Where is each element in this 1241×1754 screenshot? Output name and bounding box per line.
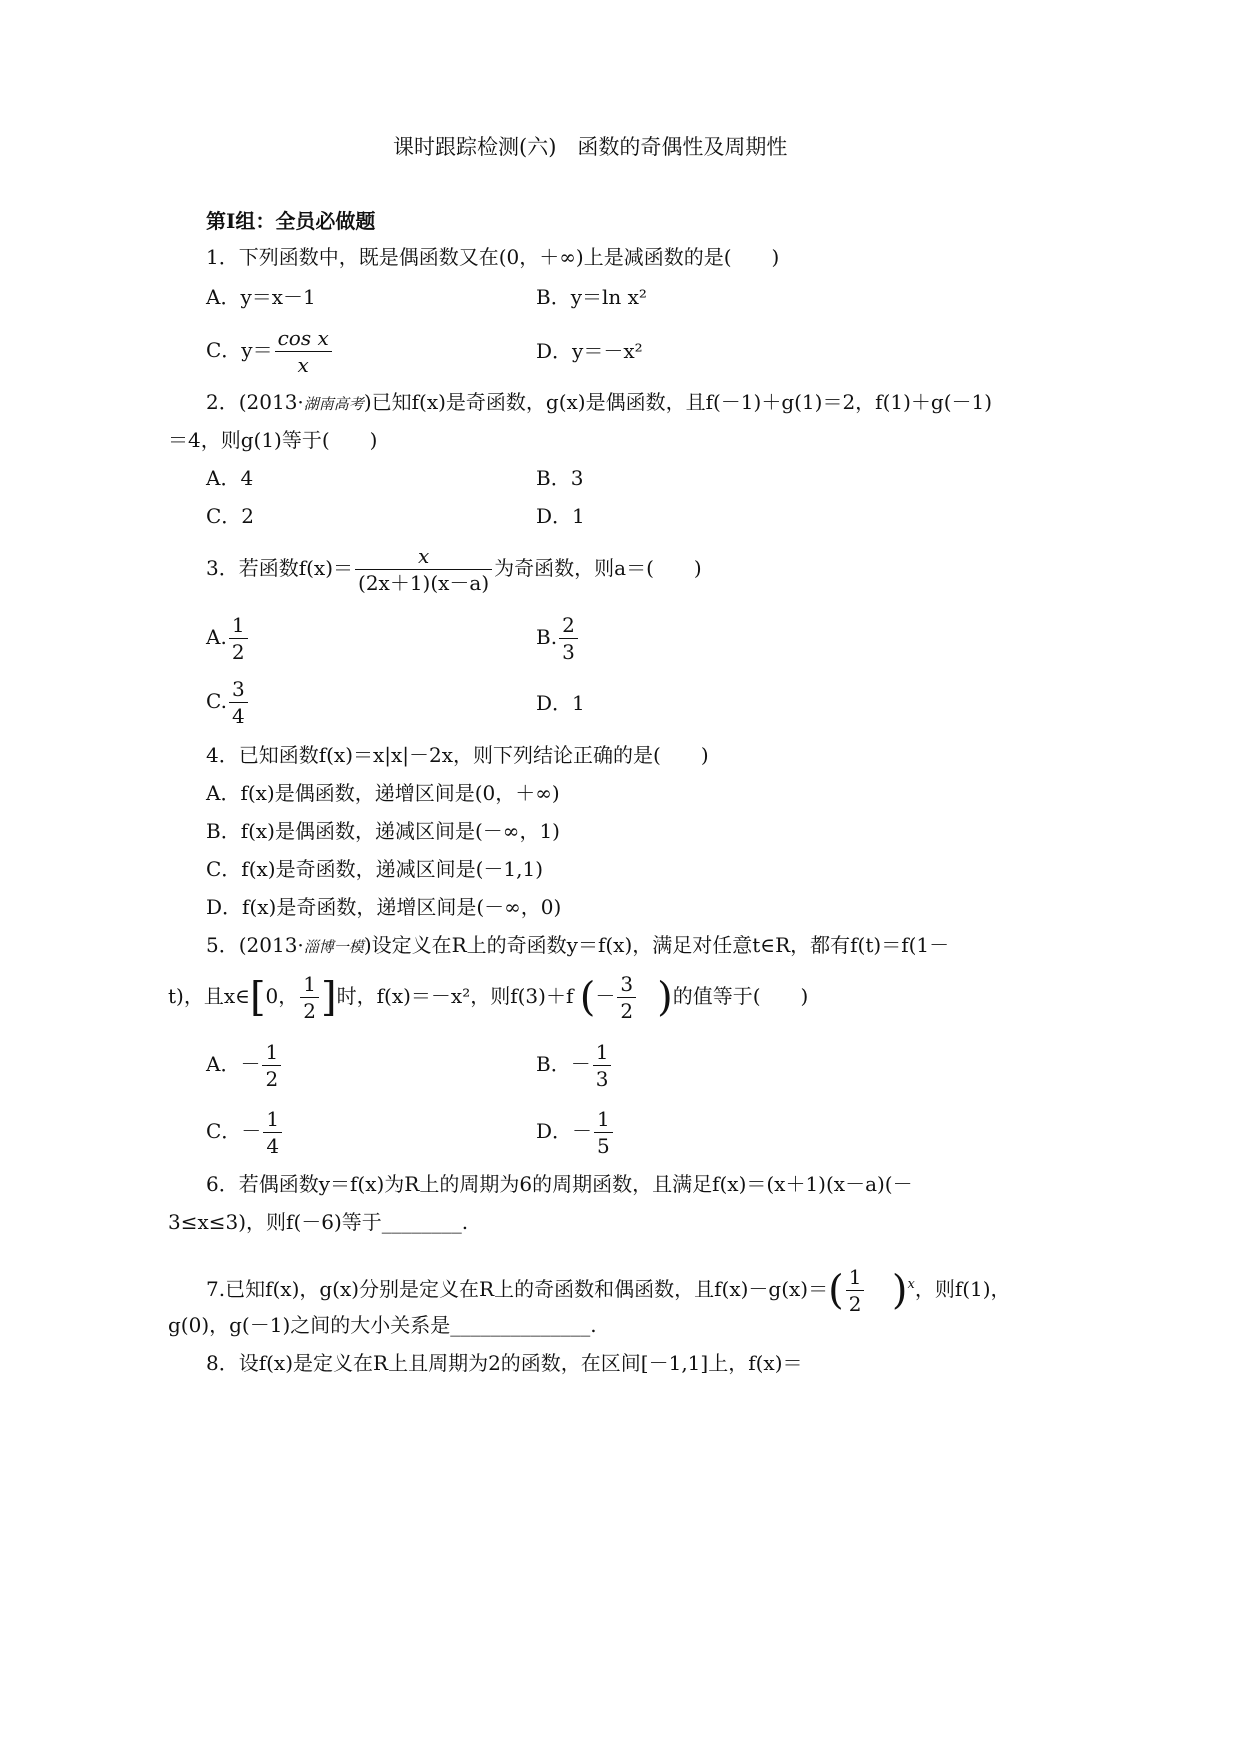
q7-numerator: 1 [846, 1264, 865, 1291]
q5-stem-line2 [168, 971, 808, 1024]
q3-option-c-numerator: 3 [229, 676, 248, 703]
q3-stem-suffix: 为奇函数，则a＝( ) [494, 556, 702, 580]
q5-half-fraction [300, 971, 319, 1024]
q3-stem [206, 543, 702, 596]
q3-option-a-fraction [229, 612, 248, 665]
q7-line2: g(0)，g(－1)之间的大小关系是______________. [168, 1313, 597, 1337]
q2-stem-part2: )已知f(x)是奇函数，g(x)是偶函数，且f(－1)＋g(1)＝2，f(1)＋g(－1) [363, 390, 993, 414]
q3-option-a [206, 612, 250, 665]
q4-option-b: B．f(x)是偶函数，递减区间是(－∞，1) [206, 819, 560, 843]
q2-stem [206, 389, 992, 417]
q5-option-c-denominator: 4 [266, 1134, 280, 1158]
q7-exponent: x [907, 1277, 915, 1292]
q7-line1 [206, 1264, 1011, 1317]
q5-option-a-denominator: 2 [265, 1067, 279, 1091]
q5-option-a-numerator: 1 [262, 1039, 281, 1066]
q5-left-bracket: [ [249, 974, 266, 1021]
q5-half-denominator: 2 [303, 999, 317, 1023]
q5-three-halves-denominator: 2 [620, 999, 634, 1023]
q7-denominator: 2 [848, 1292, 862, 1316]
q5-left-paren: ( [579, 974, 596, 1021]
q1-option-c-denominator: x [297, 353, 309, 377]
q5-source: 淄博一模 [303, 938, 364, 956]
q3-numerator: x [355, 543, 492, 570]
q5-option-b [536, 1039, 613, 1092]
q5-line2-c: 时，f(x)＝－x²，则f(3)＋f [336, 984, 574, 1008]
q5-option-b-fraction [593, 1039, 612, 1092]
q5-line2-b: 0， [265, 984, 299, 1008]
q1-option-b: B．y＝ln x² [536, 285, 647, 309]
q5-option-a [206, 1039, 283, 1092]
q3-option-b-numerator: 2 [559, 612, 578, 639]
q2-source: 湖南高考 [303, 395, 364, 413]
q2-option-b: B．3 [536, 466, 584, 490]
q3-option-c [206, 676, 250, 729]
q1-option-c-label: C．y＝ [206, 338, 273, 362]
q5-option-b-numerator: 1 [593, 1039, 612, 1066]
q5-option-a-label: A．－ [206, 1052, 261, 1076]
q3-option-b-denominator: 3 [562, 640, 575, 664]
q5-line2-d: 的值等于( ) [672, 984, 809, 1008]
q4-option-c: C．f(x)是奇函数，递减区间是(－1,1) [206, 857, 544, 881]
q5-right-paren: ) [657, 974, 673, 1021]
q5-minus-sign: － [595, 984, 616, 1008]
q1-option-d: D．y＝－x² [536, 339, 643, 363]
q3-option-b-fraction [559, 612, 578, 665]
q7-right-paren: ) [891, 1267, 908, 1314]
q5-option-d-fraction [594, 1106, 613, 1159]
q5-right-bracket: ] [321, 974, 337, 1021]
q5-option-b-denominator: 3 [595, 1067, 609, 1091]
q5-option-c-fraction [263, 1106, 282, 1159]
q5-option-b-label: B．－ [536, 1052, 591, 1076]
q5-option-c [206, 1106, 284, 1159]
q1-stem: 1．下列函数中，既是偶函数又在(0，＋∞)上是减函数的是( ) [206, 245, 780, 269]
q1-option-a: A．y＝x－1 [206, 285, 316, 309]
q7-left-paren: ( [828, 1267, 844, 1314]
q1-option-c-numerator: cos x [275, 325, 332, 352]
q6-line1: 6．若偶函数y＝f(x)为R上的周期为6的周期函数，且满足f(x)＝(x＋1)(x－a)(－ [206, 1172, 913, 1196]
q5-half-numerator: 1 [300, 971, 319, 998]
q3-option-b-label: B. [536, 625, 558, 649]
q2-stem-part1: 2．(2013· [206, 390, 304, 414]
q1-option-c [206, 325, 334, 378]
q5-option-d [536, 1106, 615, 1159]
q3-fraction [355, 543, 492, 596]
q5-stem-part2: )设定义在R上的奇函数y＝f(x)，满足对任意t∈R，都有f(t)＝f(1－ [363, 933, 950, 957]
q7-part1: 7.已知f(x)，g(x)分别是定义在R上的奇函数和偶函数，且f(x)－g(x)＝ [206, 1277, 829, 1301]
q7-fraction [846, 1264, 865, 1317]
q2-option-c: C．2 [206, 504, 255, 528]
q3-option-b [536, 612, 580, 665]
page-title: 课时跟踪检测(六) 函数的奇偶性及周期性 [393, 135, 788, 159]
q5-option-d-label: D．－ [536, 1119, 593, 1143]
q5-option-c-numerator: 1 [263, 1106, 282, 1133]
q8-line1: 8．设f(x)是定义在R上且周期为2的函数，在区间[－1,1]上，f(x)＝ [206, 1351, 803, 1375]
q5-option-c-label: C．－ [206, 1119, 262, 1143]
q4-option-a: A．f(x)是偶函数，递增区间是(0，＋∞) [206, 781, 560, 805]
q5-stem [206, 932, 949, 960]
q3-option-c-fraction [229, 676, 248, 729]
q5-three-halves-fraction [617, 971, 636, 1024]
q3-option-a-numerator: 1 [229, 612, 248, 639]
q3-option-c-label: C. [206, 689, 227, 713]
q1-option-c-fraction [275, 325, 332, 378]
q3-stem-prefix: 3．若函数f(x)＝ [206, 556, 354, 580]
q5-line2-a: t)，且x∈ [168, 984, 250, 1008]
q2-option-d: D．1 [536, 504, 585, 528]
q3-option-c-denominator: 4 [231, 704, 245, 728]
q3-option-a-label: A. [206, 625, 227, 649]
q7-part2: ，则f(1)， [914, 1277, 1011, 1301]
q4-option-d: D．f(x)是奇函数，递增区间是(－∞，0) [206, 895, 562, 919]
section-header: 第Ⅰ组：全员必做题 [206, 209, 376, 233]
q5-three-halves-numerator: 3 [617, 971, 636, 998]
q3-option-a-denominator: 2 [231, 640, 245, 664]
q3-option-d: D．1 [536, 691, 585, 715]
q5-stem-part1: 5．(2013· [206, 933, 304, 957]
q5-option-a-fraction [262, 1039, 281, 1092]
q4-stem: 4．已知函数f(x)＝x|x|－2x，则下列结论正确的是( ) [206, 743, 709, 767]
q5-option-d-numerator: 1 [594, 1106, 613, 1133]
q3-denominator: (2x＋1)(x－a) [358, 571, 490, 595]
q2-option-a: A．4 [206, 466, 254, 490]
q5-option-d-denominator: 5 [597, 1134, 610, 1158]
q6-line2: 3≤x≤3)，则f(－6)等于________. [168, 1210, 469, 1234]
q2-stem-line2: ＝4，则g(1)等于( ) [168, 428, 378, 452]
